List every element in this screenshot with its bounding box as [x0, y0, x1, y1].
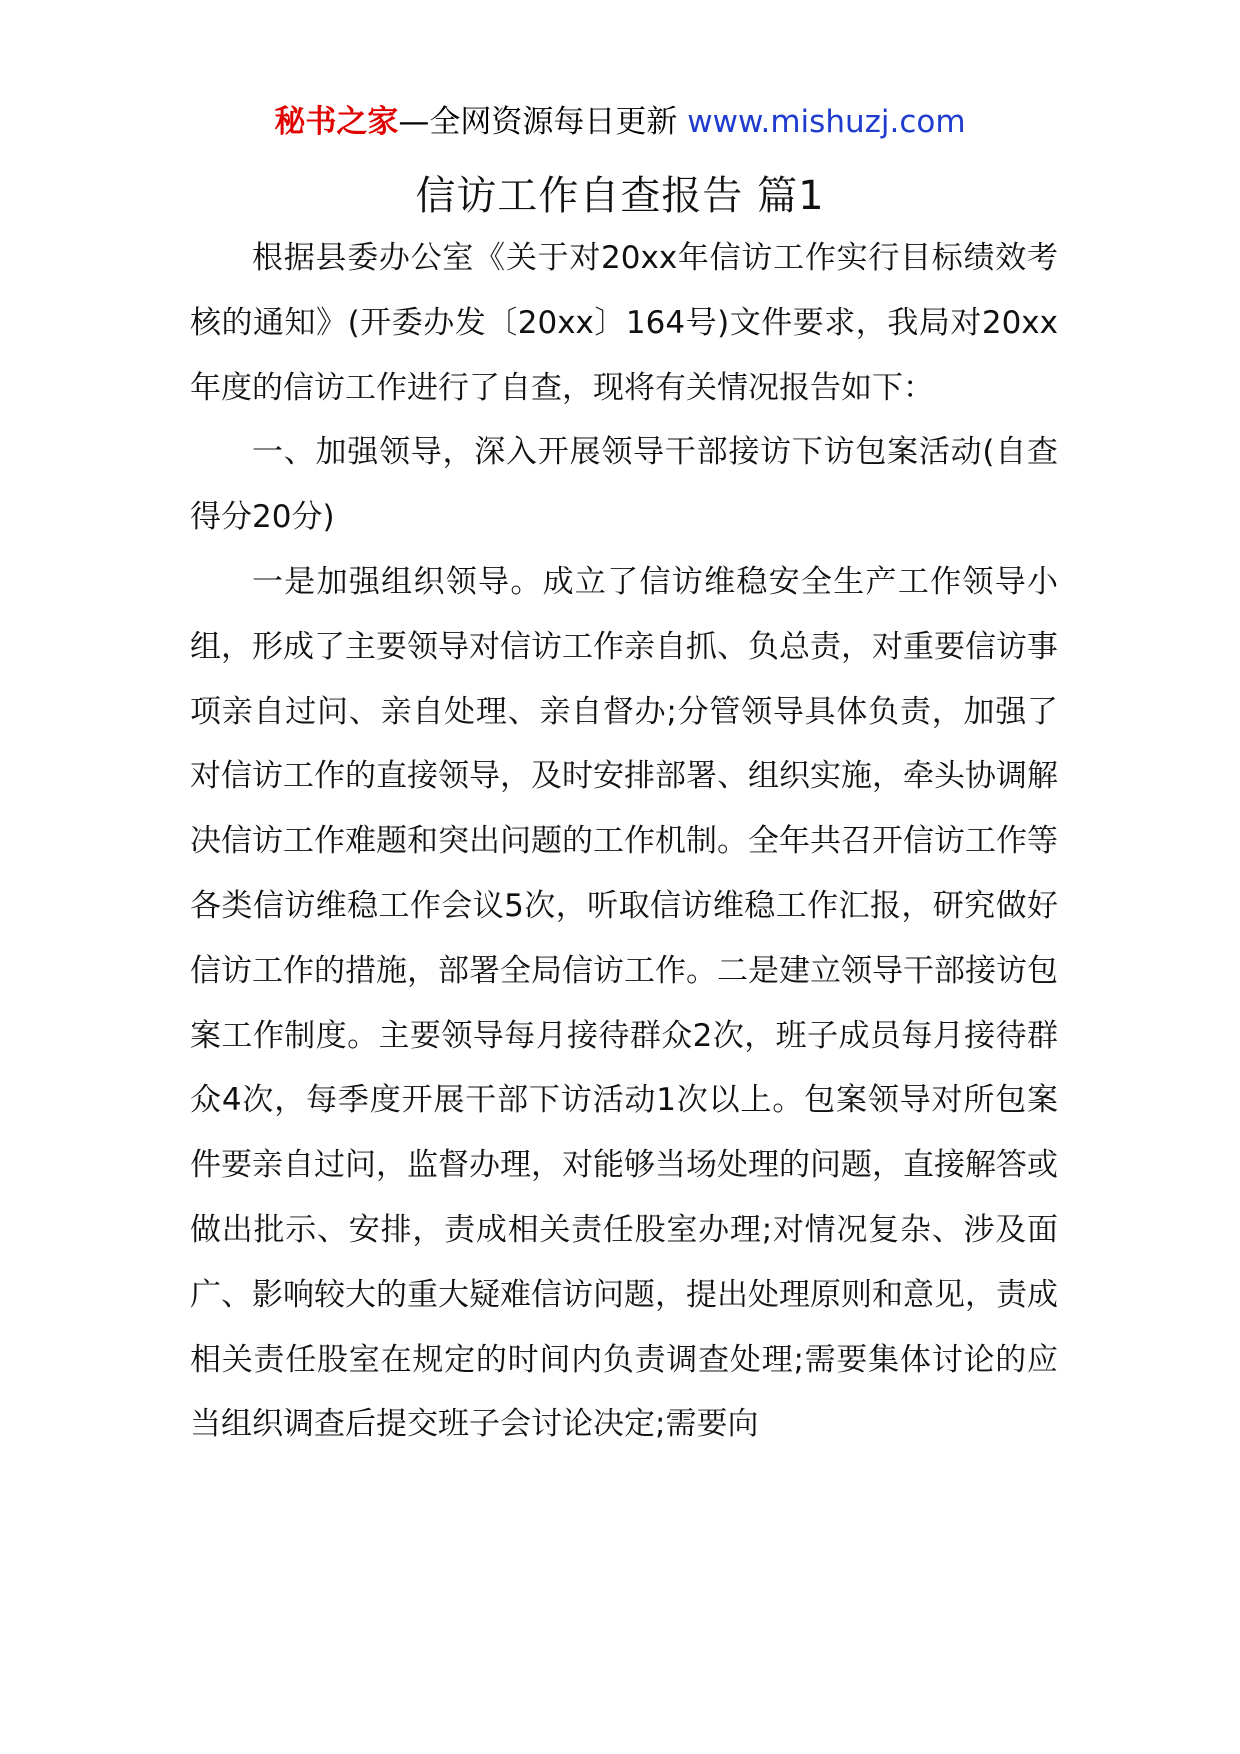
paragraph-section-one-heading: 一、加强领导，深入开展领导干部接访下访包案活动(自查得分20分) — [190, 434, 1058, 536]
document-body — [190, 226, 1058, 1457]
paragraph-intro: 根据县委办公室《关于对20xx年信访工作实行目标绩效考核的通知》(开委办发〔20xx〕164号)文件要求，我局对20xx年度的信访工作进行了自查，现将有关情况报告如下： — [190, 240, 1058, 406]
site-url-link[interactable]: www.mishuzj.com — [687, 104, 966, 140]
document-title: 信访工作自查报告 篇1 — [415, 173, 825, 219]
header-slogan: —全网资源每日更新 — [398, 104, 678, 140]
paragraph-section-one-body: 一是加强组织领导。成立了信访维稳安全生产工作领导小组，形成了主要领导对信访工作亲自抓、负总责，对重要信访事项亲自过问、亲自处理、亲自督办;分管领导具体负责，加强了对信访工作的直接领导，及时安排部署、组织实施，牵头协调解决信访工作难题和突出问题的工作机制。全年共召开信访工作等各类信访维稳工作会议5次，听取信访维稳工作汇报，研究做好信访工作的措施，部署全局信访工作。二是建立领导干部接访包案工作制度。主要领导每月接待群众2次，班子成员每月接待群众4次，每季度开展干部下访活动1次以上。包案领导对所包案件要亲自过问，监督办理，对能够当场处理的问题，直接解答或做出批示、安排，责成相关责任股室办理;对情况复杂、涉及面广、影响较大的重大疑难信访问题，提出处理原则和意见，责成相关责任股室在规定的时间内负责调查处理;需要集体讨论的应当组织调查后提交班子会讨论决定;需要向 — [190, 563, 1058, 1443]
site-header — [0, 100, 1240, 144]
brand-name: 秘书之家 — [274, 104, 399, 140]
